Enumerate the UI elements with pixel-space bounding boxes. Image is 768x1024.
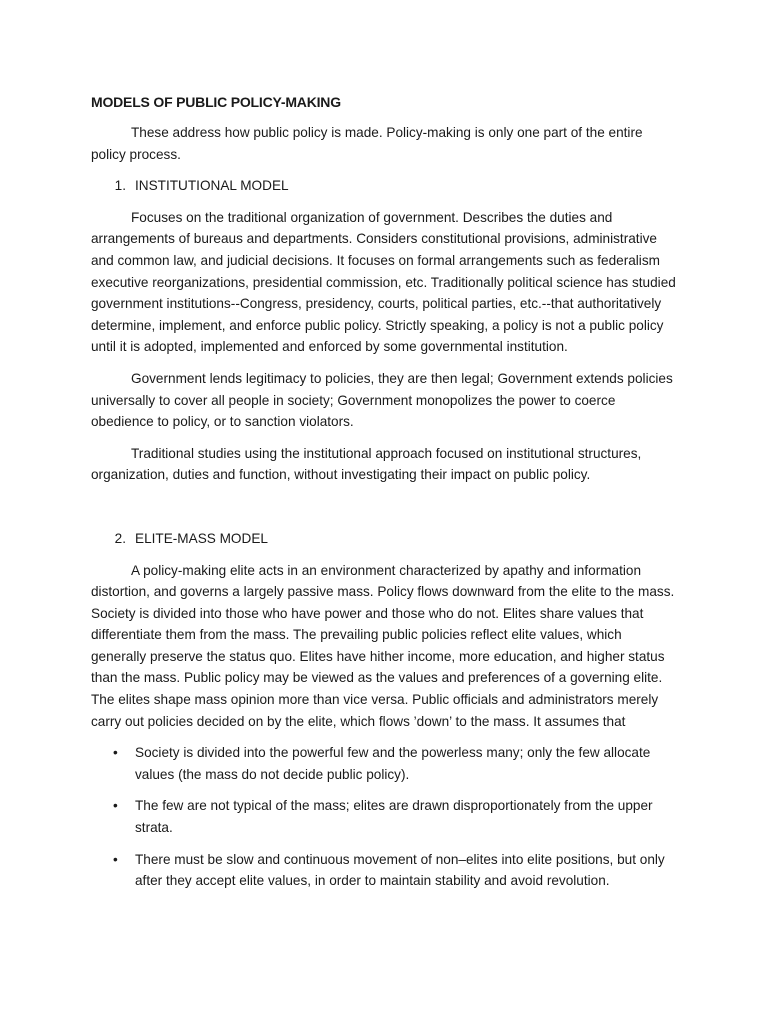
section-number: 2. (114, 530, 126, 546)
section-heading-institutional (91, 175, 680, 197)
list-item (91, 742, 680, 785)
paragraph: A policy-making elite acts in an environment characterized by apathy and information distortion, and governs a largely passive mass. Policy flows downward from the elite to the mass. Society is divided into those who have power and those who do not. Elites share values that differentiate them from the mass. The prevailing public policies reflect elite values, which generally preserve the status quo. Elites have hither income, more education, and higher status than the mass. Public policy may be viewed as the values and preferences of a governing elite. The elites shape mass opinion more than vice versa. Public officials and administrators merely carry out policies decided on by the elite, which flows ’down’ to the mass. It assumes that (91, 562, 675, 729)
list-item-text: Society is divided into the powerful few and the powerless many; only the few allocate values (the mass do not decide public policy). (135, 745, 651, 782)
intro-paragraph: These address how public policy is made. Policy-making is only one part of the entire policy process. (91, 125, 643, 162)
bullet-icon: • (113, 798, 118, 814)
section-title: INSTITUTIONAL MODEL (135, 178, 289, 194)
bullet-list (91, 742, 680, 892)
paragraph: Focuses on the traditional organization of government. Describes the duties and arrangements of bureaus and departments. Considers constitutional provisions, administrative and common law, and judicial decisions. It focuses on formal arrangements such as federalism executive reorganizations, presidential commission, etc. Traditionally political science has studied government institutions--Congress, presidency, courts, political parties, etc.--that authoritatively determine, implement, and enforce public policy. Strictly speaking, a policy is not a public policy until it is adopted, implemented and enforced by some governmental institution. (91, 209, 676, 355)
list-item-text: The few are not typical of the mass; elites are drawn disproportionately from the upper strata. (135, 798, 653, 836)
section-spacer (91, 496, 680, 528)
paragraph: Traditional studies using the institutional approach focused on institutional structures, organization, duties and function, without investigating their impact on public policy. (91, 445, 642, 483)
section-heading-elite-mass (91, 528, 680, 550)
bullet-icon: • (113, 851, 118, 867)
section-number: 1. (114, 178, 126, 194)
list-item (91, 849, 680, 892)
document-title: MODELS OF PUBLIC POLICY-MAKING (91, 94, 341, 110)
bullet-icon: • (113, 745, 118, 761)
section-title: ELITE-MASS MODEL (135, 530, 268, 546)
list-item-text: There must be slow and continuous movement of non–elites into elite positions, but only after they accept elite values, in order to maintain stability and avoid revolution. (135, 851, 665, 889)
list-item (91, 795, 680, 838)
paragraph: Government lends legitimacy to policies, they are then legal; Government extends policies universally to cover all people in society; Government monopolizes the power to coerce obedience to policy, or to sanction violators. (91, 370, 673, 430)
